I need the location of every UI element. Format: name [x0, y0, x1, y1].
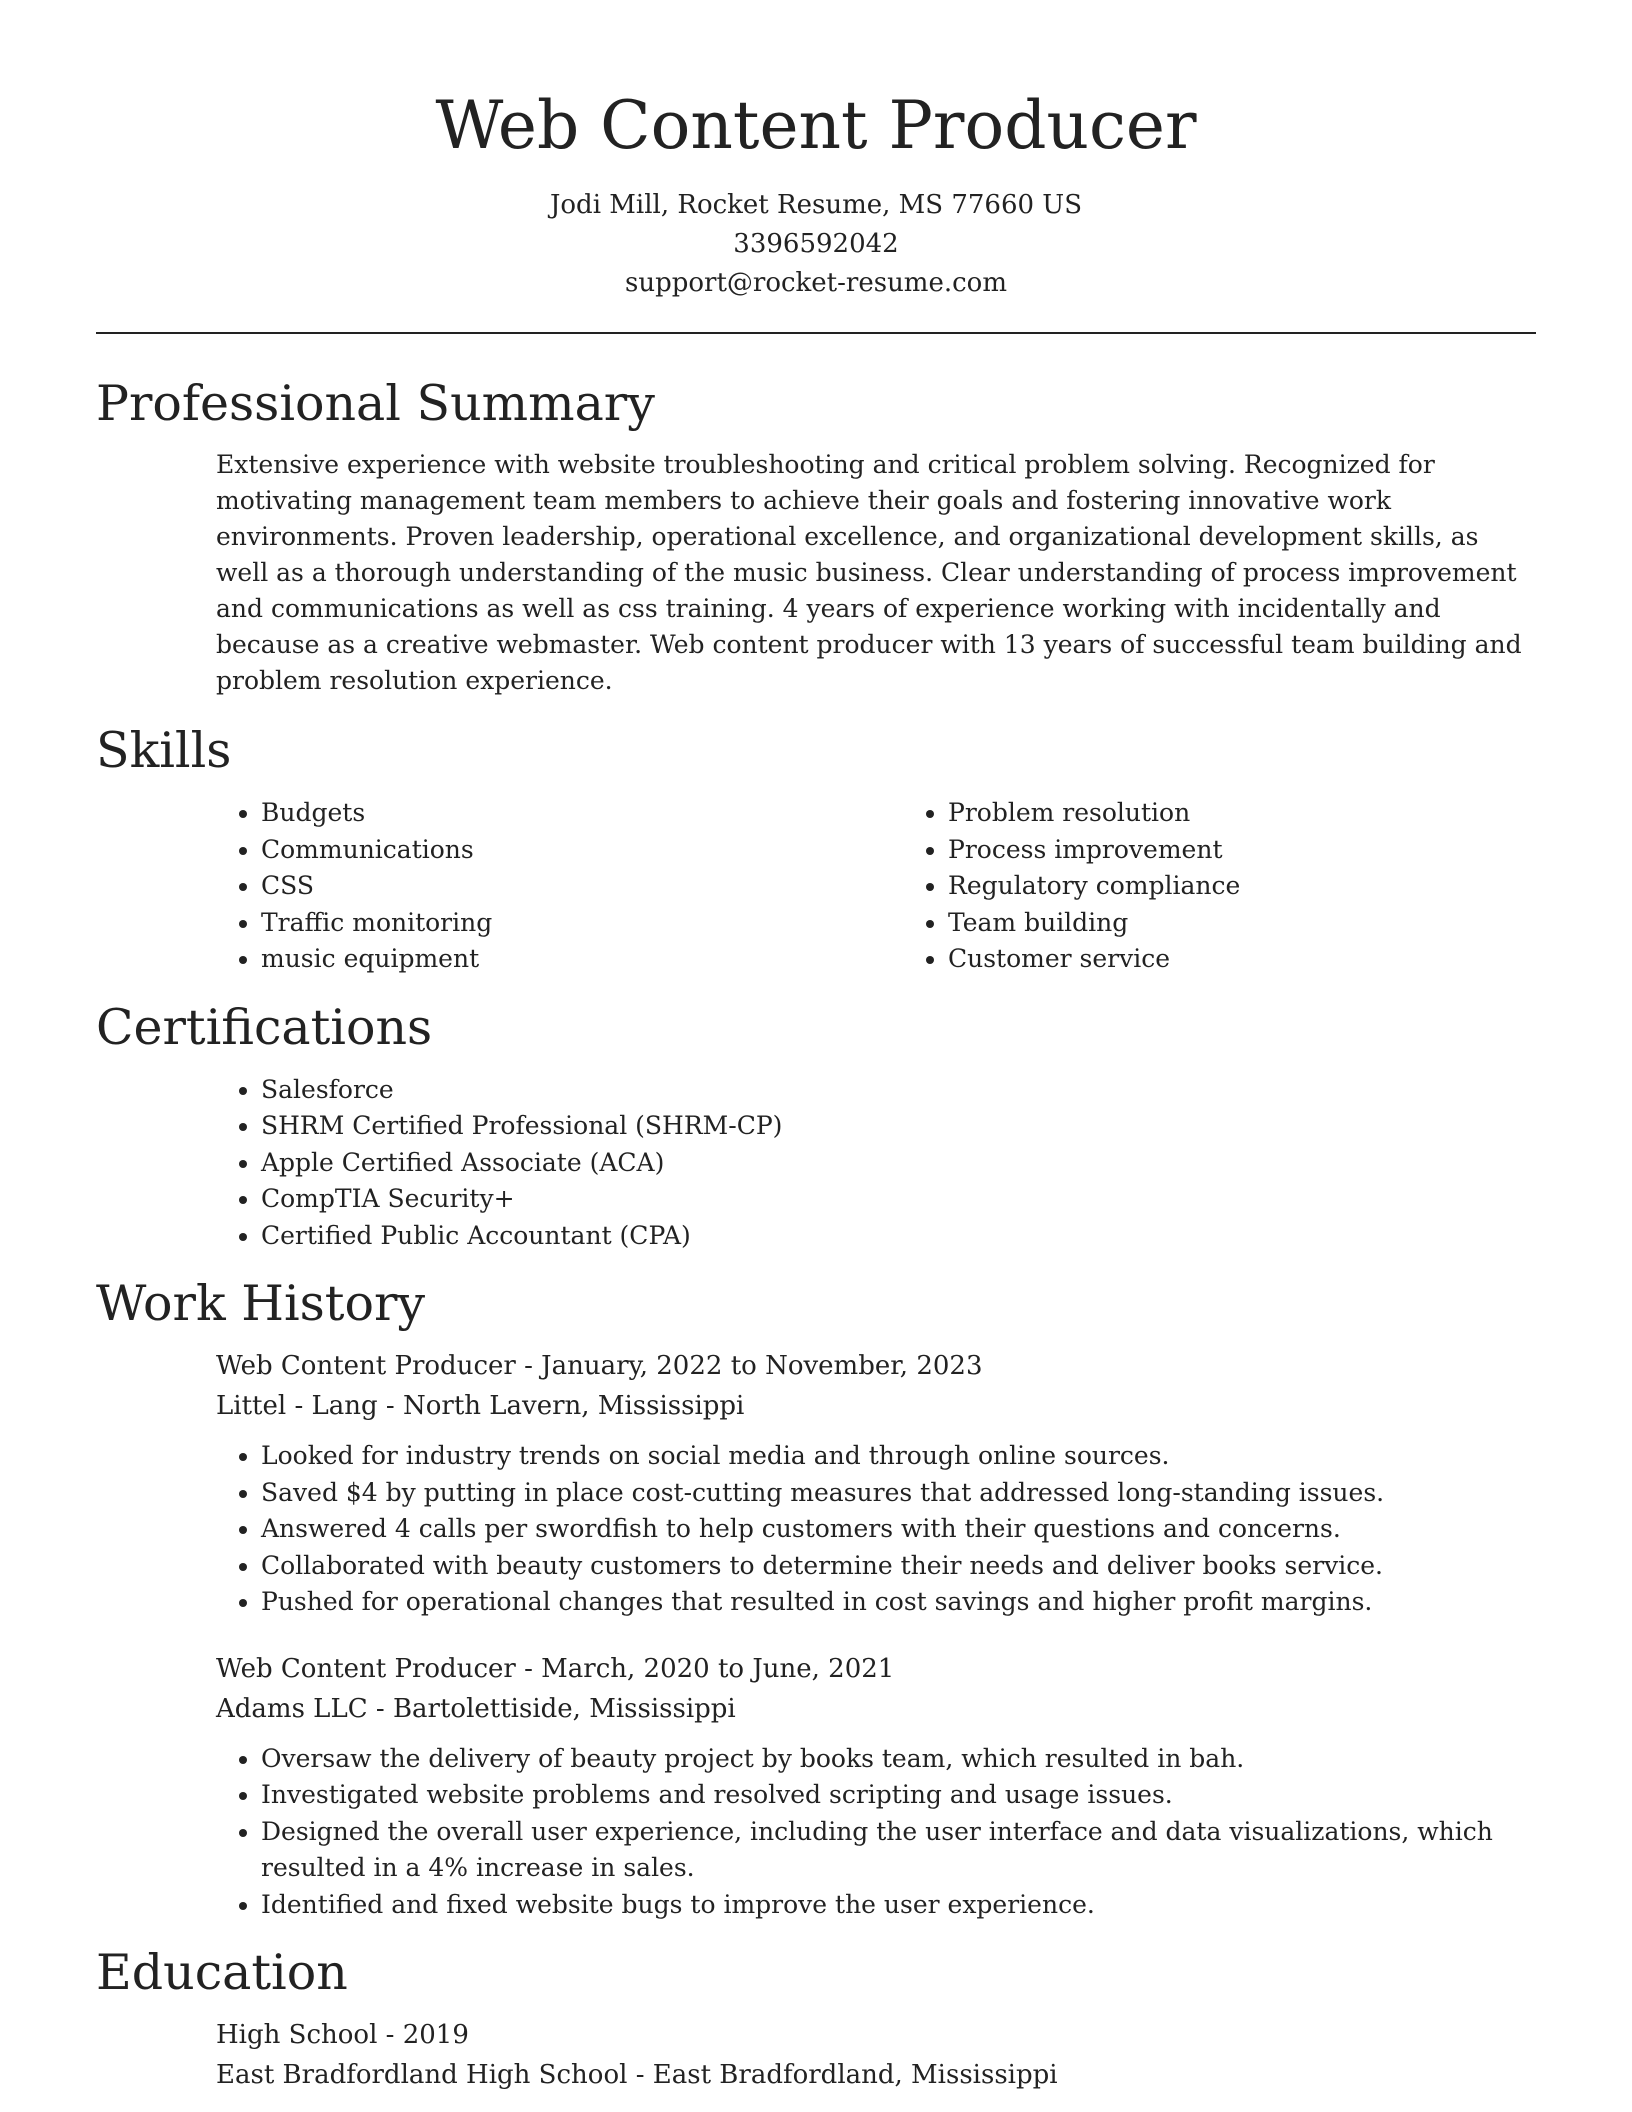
list-item: • Regulatory compliance — [948, 868, 1536, 905]
education-degree: High School — [216, 2020, 378, 2050]
list-item: • Salesforce — [261, 1072, 1536, 1109]
list-item: • Collaborated with beauty customers to determine their needs and deliver books service. — [261, 1548, 1536, 1585]
certifications-title: Certifications — [96, 998, 433, 1056]
job-entry — [96, 1346, 1536, 1621]
job-company: Littel - Lang — [216, 1391, 378, 1421]
job-entry — [96, 1649, 1536, 1924]
list-item: • Certified Public Accountant (CPA) — [261, 1218, 1536, 1255]
list-item: • Apple Certified Associate (ACA) — [261, 1145, 1536, 1182]
skills-columns — [96, 795, 1536, 978]
work-title: Work History — [96, 1275, 426, 1332]
list-item: • Customer service — [948, 941, 1536, 978]
contact-phone: 3396592042 — [733, 229, 899, 259]
list-item: • Answered 4 calls per swordfish to help customers with their questions and concerns. — [261, 1511, 1536, 1548]
list-item: • Traffic monitoring — [261, 905, 898, 942]
job-company-line: Adams LLC - Bartolettiside, Mississippi — [216, 1693, 736, 1724]
list-item: • Problem resolution — [948, 795, 1536, 832]
job-role: Web Content Producer — [216, 1653, 516, 1684]
education-section — [96, 1943, 1536, 2095]
skills-list-left — [96, 795, 898, 978]
list-item: • Saved $4 by putting in place cost-cutting measures that addressed long-standing issues. — [261, 1475, 1536, 1512]
resume-header — [96, 0, 1536, 303]
job-dates: January, 2022 to November, 2023 — [541, 1351, 983, 1381]
list-item: • Identified and fixed website bugs to improve the user experience. — [261, 1887, 1516, 1924]
education-school: East Bradfordland High School — [216, 2060, 628, 2090]
list-item: • Investigated website problems and resolved scripting and usage issues. — [261, 1777, 1516, 1814]
job-title-line: Web Content Producer - March, 2020 to June, 2021 — [216, 1653, 895, 1684]
list-item: • Oversaw the delivery of beauty project by books team, which resulted in bah. — [261, 1741, 1516, 1778]
contact-email: support@rocket-resume.com — [624, 268, 1007, 298]
list-item: • Looked for industry trends on social media and through online sources. — [261, 1438, 1536, 1475]
education-year: 2019 — [402, 2020, 469, 2050]
education-location: East Bradfordland, Mississippi — [652, 2060, 1058, 2090]
list-item: • SHRM Certified Professional (SHRM-CP) — [261, 1108, 1536, 1145]
education-school-line: East Bradfordland High School - East Bradfordland, Mississippi — [216, 2060, 1058, 2090]
job-location: North Lavern, Mississippi — [402, 1391, 745, 1421]
certifications-section — [96, 998, 1536, 1255]
skills-list-right — [898, 795, 1536, 978]
job-bullets — [96, 1438, 1536, 1621]
education-title: Education — [96, 1944, 348, 2001]
list-item: • music equipment — [261, 941, 898, 978]
job-location: Bartolettiside, Mississippi — [392, 1693, 736, 1724]
summary-section — [96, 374, 1536, 699]
summary-title: Professional Summary — [96, 375, 655, 432]
resume-name: Web Content Producer — [435, 87, 1197, 164]
list-item: • CSS — [261, 868, 898, 905]
job-role: Web Content Producer — [216, 1351, 516, 1381]
job-company-line: Littel - Lang - North Lavern, Mississippi — [216, 1391, 745, 1421]
list-item: • Designed the overall user experience, including the user interface and data visualizations, which resulted in a 4% increase in sales. — [261, 1814, 1516, 1887]
list-item: • Pushed for operational changes that resulted in cost savings and higher profit margins. — [261, 1584, 1536, 1621]
summary-text: Extensive experience with website troubleshooting and critical problem solving. Recognized for motivating management team members to achieve their goals and fostering innovative work environments. Proven leadership, operational excellence, and organizational development skills, as well as a thorough understanding of the music business. Clear understanding of process improvement and communications as well as css training. 4 years of experience working with incidentally and because as a creative webmaster. Web content producer with 13 years of successful team building and problem resolution experience. — [216, 450, 1522, 695]
certifications-list — [96, 1072, 1536, 1255]
list-item: • Team building — [948, 905, 1536, 942]
contact-block — [96, 186, 1536, 303]
job-dates: March, 2020 to June, 2021 — [541, 1653, 895, 1684]
list-item: • Process improvement — [948, 832, 1536, 869]
job-company: Adams LLC — [216, 1693, 368, 1724]
list-item: • Budgets — [261, 795, 898, 832]
job-title-line: Web Content Producer - January, 2022 to November, 2023 — [216, 1351, 983, 1381]
education-degree-line: High School - 2019 — [216, 2020, 469, 2050]
header-divider — [96, 332, 1536, 334]
job-bullets — [96, 1741, 1536, 1924]
list-item: • CompTIA Security+ — [261, 1181, 1536, 1218]
list-item: • Communications — [261, 832, 898, 869]
work-section — [96, 1274, 1536, 1923]
contact-address: Jodi Mill, Rocket Resume, MS 77660 US — [549, 190, 1083, 220]
skills-title: Skills — [96, 722, 232, 779]
skills-section — [96, 721, 1536, 978]
